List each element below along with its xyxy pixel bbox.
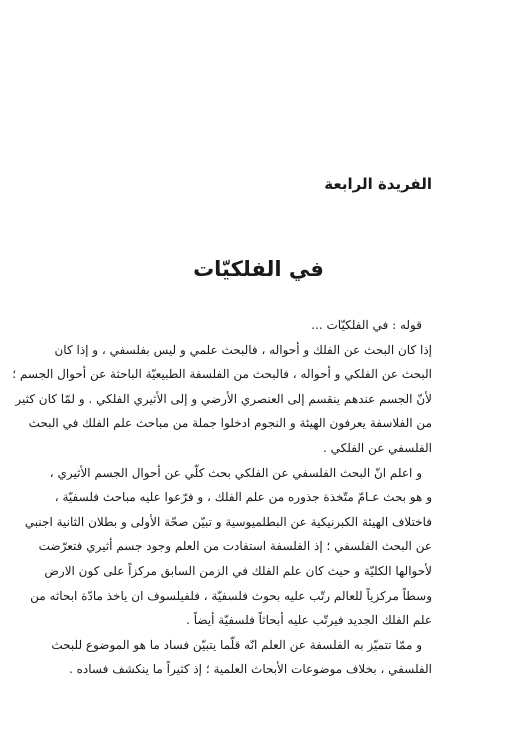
paragraph-line: فاختلاف الهيئة الكبرنيكية عن البطلميوسية و تبيّن صحّة الأولى و بطلان الثانية اجنبي	[24, 514, 432, 529]
paragraph-line: و ممّا تتميّز به الفلسفة عن العلم انّه قلّما يتبيّن فساد ما هو الموضوع للبحث	[51, 637, 422, 652]
paragraph-1	[12, 338, 432, 461]
paragraph-line: الفلسفي ، بخلاف موضوعات الأبحاث العلمية ؛ إذ كثيراً ما ينكشف فساده .	[69, 662, 432, 677]
body-text	[12, 313, 432, 682]
paragraph-line: عن البحث الفلسفي ؛ إذ الفلسفة استفادت من العلم وجود جسم أثيري فتعرّضت	[38, 539, 432, 554]
chapter-title-wrapper	[0, 254, 517, 286]
section-title: الفريدة الرابعة	[324, 175, 432, 193]
chapter-title: في الفلكيّات	[193, 257, 324, 281]
paragraph-line: و اعلم انّ البحث الفلسفي عن الفلكي بحث كلّي عن أحوال الجسم الأثيري ،	[49, 465, 422, 480]
paragraph-line: البحث عن الفلكي و أحواله ، فالبحث من الفلسفة الطبيعيّة الباحثة عن أحوال الجسم ؛	[12, 367, 432, 382]
intro-line: قوله : في الفلكيّات ...	[311, 318, 422, 332]
paragraph-line: إذا كان البحث عن الفلك و أحواله ، فالبحث علمي و ليس بفلسفي ، و إذا كان	[54, 342, 432, 357]
paragraph-line: و هو بحث عـامّ متّخذة جذوره من علم الفلك ، و فرّعوا عليه مباحث فلسفيّة ،	[54, 490, 432, 505]
paragraph-2	[24, 461, 432, 633]
paragraph-line: من الفلاسفة يعرفون الهيئة و النجوم ادخلوا جملة من مباحث علم الفلك في البحث	[28, 416, 432, 431]
paragraph-3	[51, 633, 432, 682]
paragraph-line: علم الفلك الجديد فيرتّب عليه أبحاثاً فلسفيّة أيضاً .	[186, 613, 432, 628]
paragraph-line: وسطاً مركزياً للعالم رتّب عليه بحوث فلسفيّة ، فلفيلسوف ان ياخذ مادّة ابحاثه من	[30, 588, 432, 603]
paragraph-line: لأحوالها الكليّة و حيث كان علم الفلك في الزمن السابق مركزاً على كون الارض	[44, 563, 432, 578]
paragraph-line: لأنّ الجسم عندهم ينقسم إلى العنصري الأرضي و إلى الأثيري الفلكي . و لمّا كان كثير	[15, 391, 432, 406]
paragraph-line: الفلسفي عن الفلكي .	[322, 440, 432, 455]
